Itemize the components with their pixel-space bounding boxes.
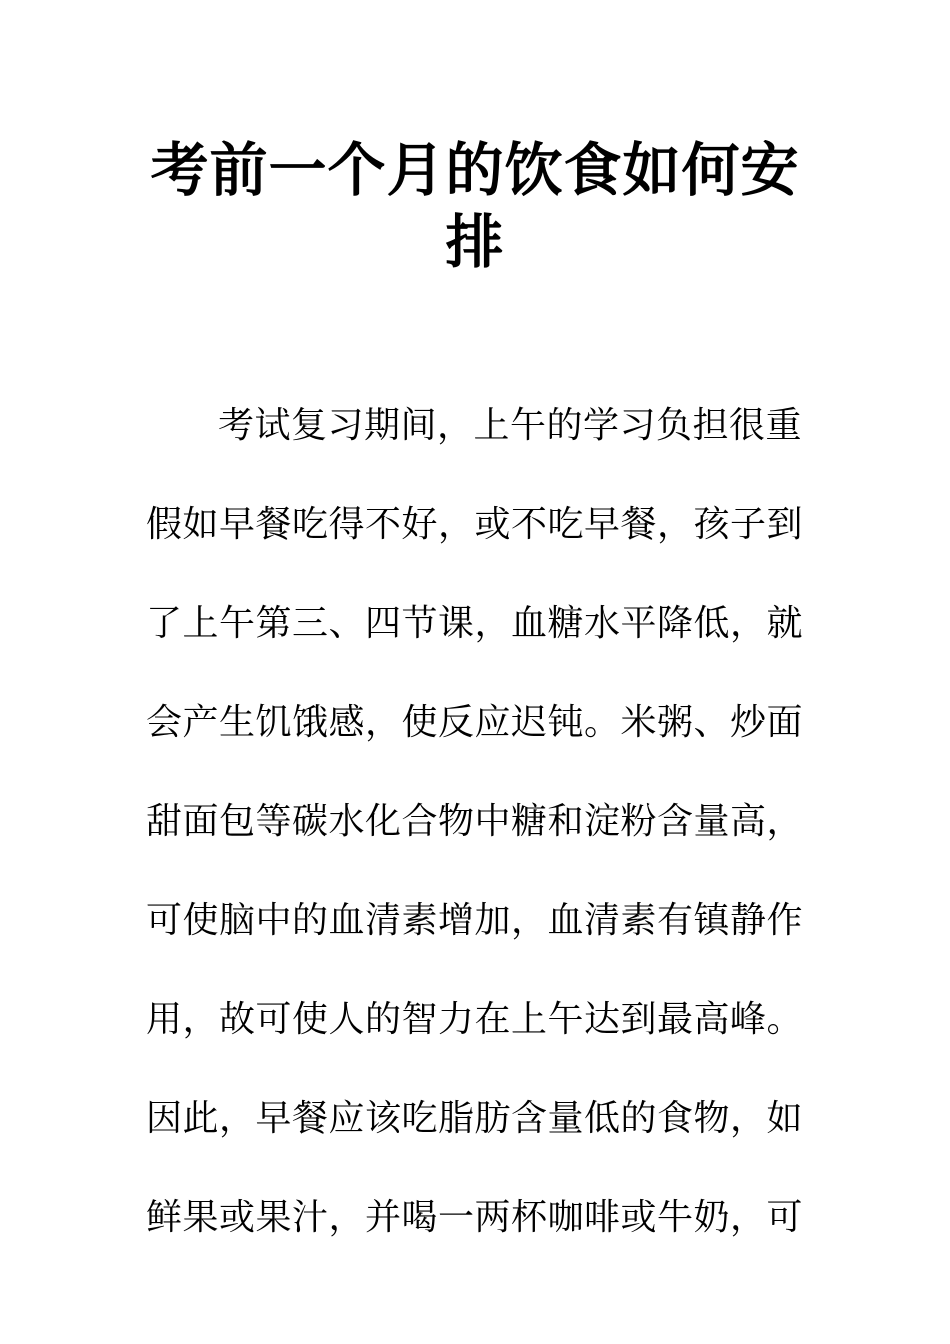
body-paragraph: [146, 376, 806, 1267]
paragraph-line: 了上午第三、四节课，血糖水平降低，就: [146, 603, 804, 644]
paragraph-line: 会产生饥饿感，使反应迟钝。米粥、炒面: [146, 702, 804, 743]
document-title: [140, 134, 810, 278]
paragraph-line: 考试复习期间，上午的学习负担很重: [218, 405, 803, 446]
paragraph-line: 鲜果或果汁，并喝一两杯咖啡或牛奶，可: [146, 1197, 804, 1238]
title-line: 排: [445, 208, 505, 276]
title-line: 考前一个月的饮食如何安: [150, 136, 800, 204]
paragraph-line: 用，故可使人的智力在上午达到最高峰。: [146, 999, 804, 1040]
paragraph-line: 可使脑中的血清素增加，血清素有镇静作: [146, 900, 804, 941]
paragraph-line: 假如早餐吃得不好，或不吃早餐，孩子到: [146, 504, 804, 545]
paragraph-line: 甜面包等碳水化合物中糖和淀粉含量高，: [146, 801, 804, 842]
paragraph-line: 因此，早餐应该吃脂肪含量低的食物，如: [146, 1098, 804, 1139]
